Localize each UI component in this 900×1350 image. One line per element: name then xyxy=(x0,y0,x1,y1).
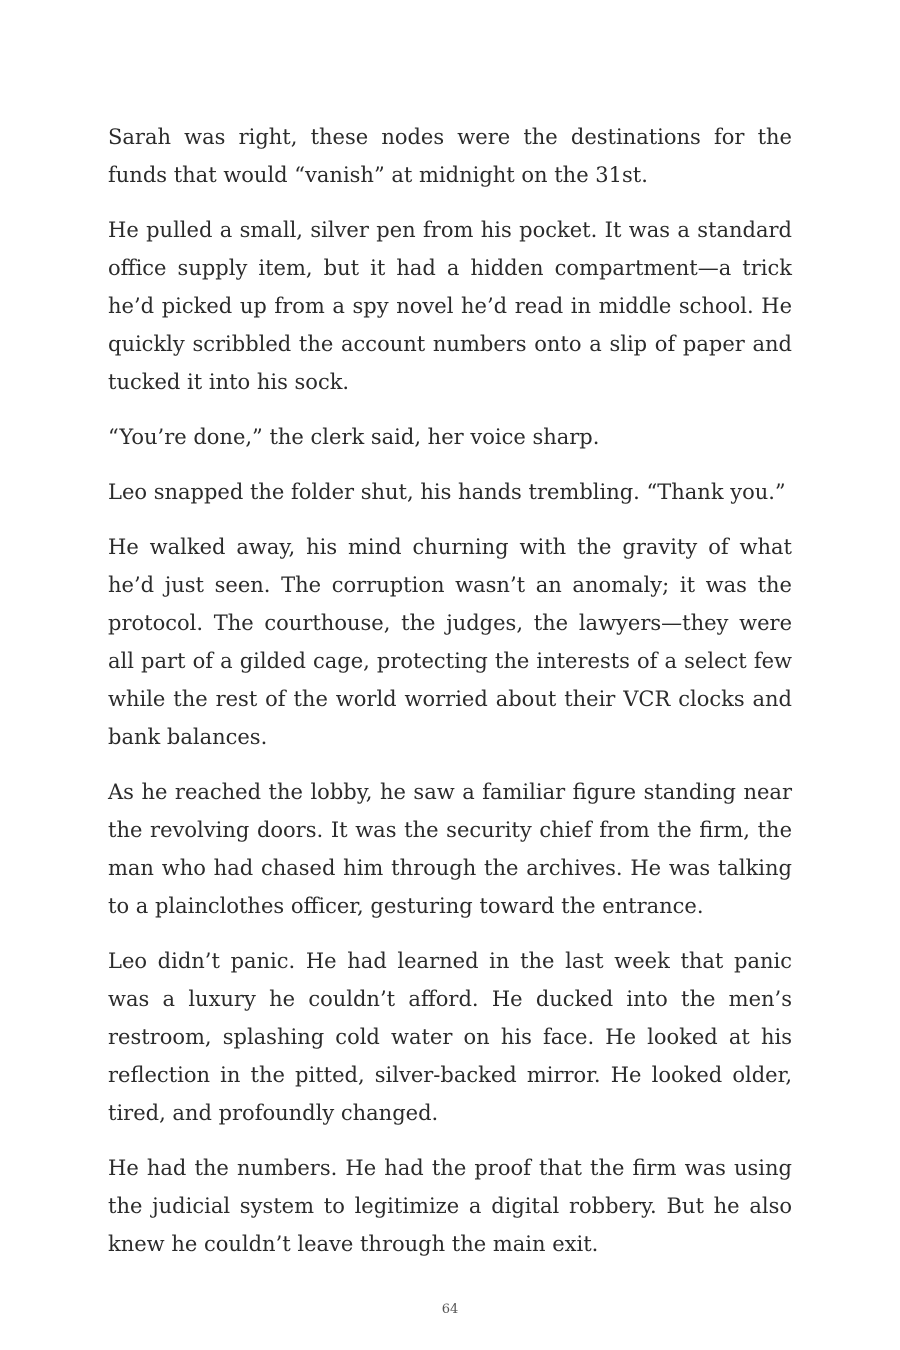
paragraph: As he reached the lobby, he saw a familiar figure standing near the revolving doors. It was the security chief from the firm, the man who had chased him through the archives. He was talking to a plainclothes officer, gesturing toward the entrance. xyxy=(108,780,792,918)
paragraph: Sarah was right, these nodes were the destinations for the funds that would “vanish” at midnight on the 31st. xyxy=(108,125,792,187)
paragraph: Leo snapped the folder shut, his hands trembling. “Thank you.” xyxy=(108,480,786,504)
paragraph: Leo didn’t panic. He had learned in the last week that panic was a luxury he couldn’t afford. He ducked into the men’s restroom, splashing cold water on his face. He looked at his reflection in the pitted, silver-backed mirror. He looked older, tired, and profoundly changed. xyxy=(108,949,792,1125)
paragraph: He had the numbers. He had the proof that the firm was using the judicial system to legitimize a digital robbery. But he also knew he couldn’t leave through the main exit. xyxy=(108,1156,792,1256)
paragraph: He pulled a small, silver pen from his pocket. It was a standard office supply item, but it had a hidden compartment—a trick he’d picked up from a spy novel he’d read in middle school. He quickly scribbled the account numbers onto a slip of paper and tucked it into his sock. xyxy=(108,218,792,394)
paragraph: He walked away, his mind churning with the gravity of what he’d just seen. The corruption wasn’t an anomaly; it was the protocol. The courthouse, the judges, the lawyers—they were all part of a gilded cage, protecting the interests of a select few while the rest of the world worried about their VCR clocks and bank balances. xyxy=(108,535,792,749)
page-number: 64 xyxy=(441,1302,459,1317)
page-body xyxy=(108,118,792,1280)
paragraph: “You’re done,” the clerk said, her voice sharp. xyxy=(108,425,600,449)
